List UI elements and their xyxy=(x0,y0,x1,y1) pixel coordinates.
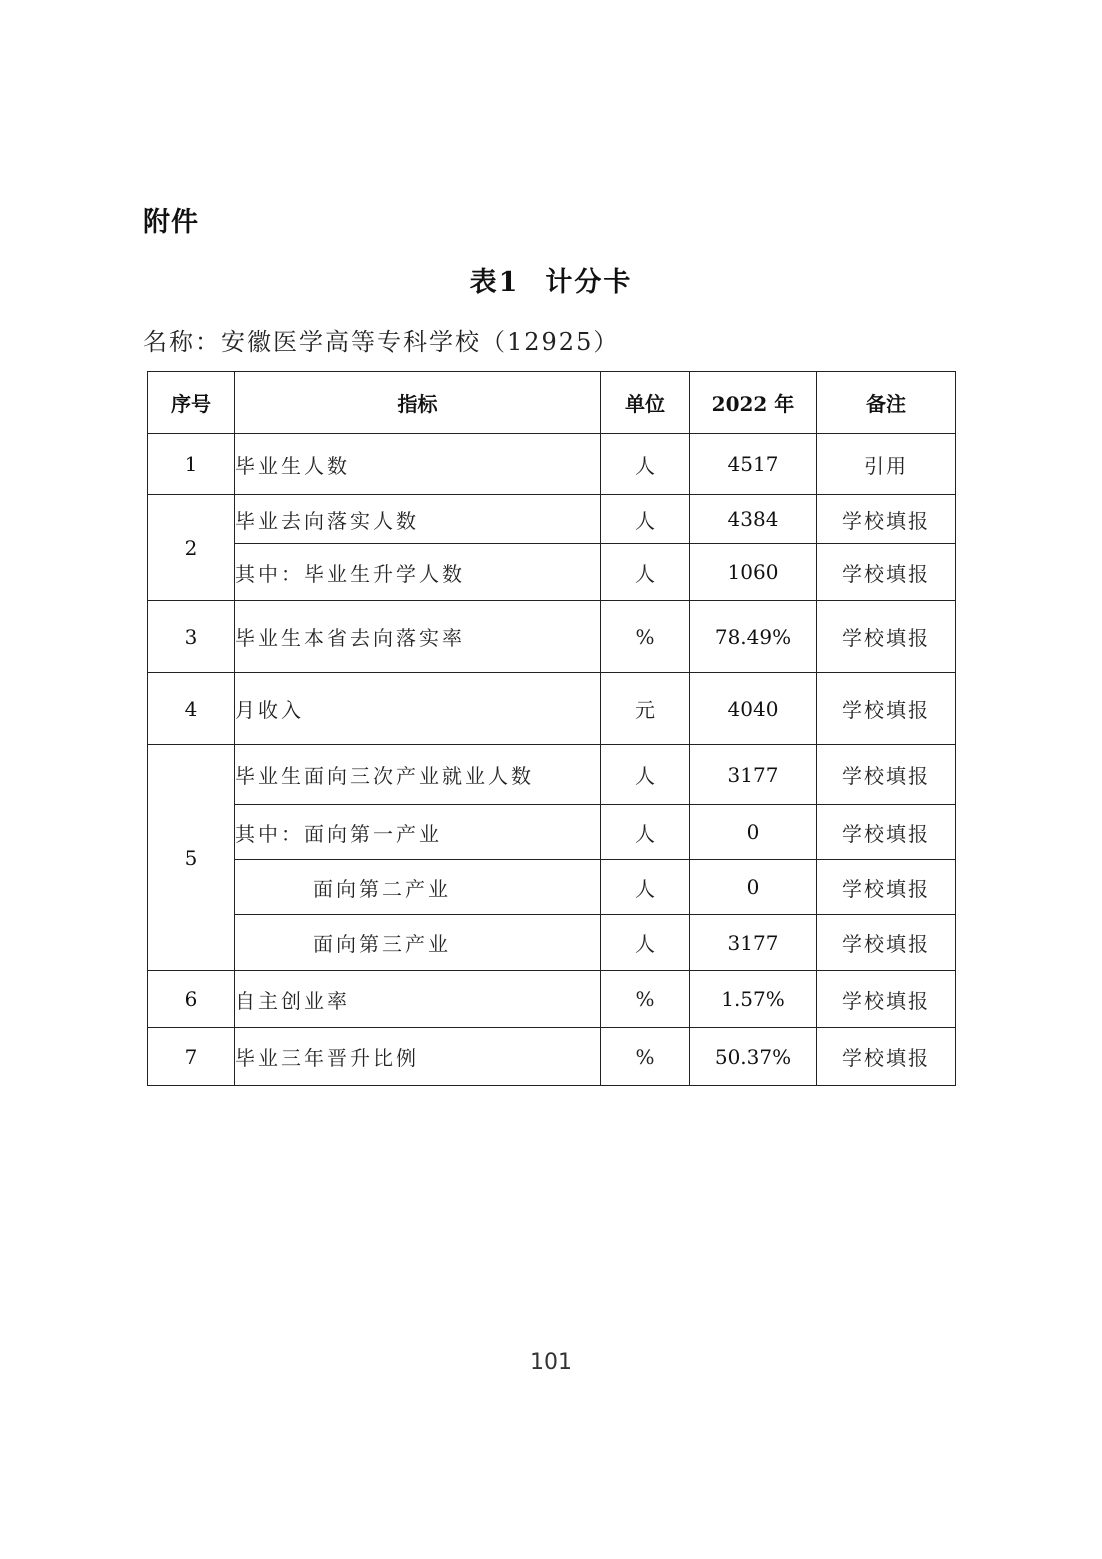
note-cell: 学校填报 xyxy=(817,805,956,860)
indicator-cell: 毕业生本省去向落实率 xyxy=(235,601,601,673)
table-row xyxy=(148,495,956,544)
indicator-cell: 月收入 xyxy=(235,673,601,745)
header-year: 2022 年 xyxy=(690,372,817,434)
table-title xyxy=(0,260,1102,299)
note-cell: 学校填报 xyxy=(817,915,956,971)
unit-cell: 人 xyxy=(601,495,690,544)
seq-cell: 4 xyxy=(148,673,235,745)
seq-cell: 1 xyxy=(148,434,235,495)
value-cell: 4040 xyxy=(690,673,817,745)
annex-label: 附件 xyxy=(143,207,199,238)
table-row xyxy=(148,860,956,915)
table-row xyxy=(148,915,956,971)
unit-cell: 人 xyxy=(601,805,690,860)
seq-cell: 2 xyxy=(148,495,235,601)
note-cell: 学校填报 xyxy=(817,971,956,1028)
table-row xyxy=(148,745,956,805)
indicator-cell: 自主创业率 xyxy=(235,971,601,1028)
seq-cell: 5 xyxy=(148,745,235,971)
table-number: 表1 xyxy=(469,267,520,298)
value-cell: 50.37% xyxy=(690,1028,817,1086)
school-name-line: 名称：安徽医学高等专科学校（12925） xyxy=(143,328,620,356)
seq-cell: 6 xyxy=(148,971,235,1028)
indicator-cell: 毕业生人数 xyxy=(235,434,601,495)
header-indicator: 指标 xyxy=(235,372,601,434)
header-unit: 单位 xyxy=(601,372,690,434)
seq-cell: 3 xyxy=(148,601,235,673)
table-row xyxy=(148,971,956,1028)
value-cell: 0 xyxy=(690,805,817,860)
value-cell: 4517 xyxy=(690,434,817,495)
table-row xyxy=(148,1028,956,1086)
note-cell: 学校填报 xyxy=(817,1028,956,1086)
page-number: 101 xyxy=(530,1350,572,1375)
table-header-row xyxy=(148,372,956,434)
seq-cell: 7 xyxy=(148,1028,235,1086)
note-cell: 学校填报 xyxy=(817,601,956,673)
unit-cell: 人 xyxy=(601,915,690,971)
table-row xyxy=(148,434,956,495)
value-cell: 3177 xyxy=(690,745,817,805)
header-note: 备注 xyxy=(817,372,956,434)
unit-cell: 人 xyxy=(601,745,690,805)
unit-cell: 人 xyxy=(601,860,690,915)
indicator-cell: 其中：面向第一产业 xyxy=(235,805,601,860)
unit-cell: 人 xyxy=(601,434,690,495)
unit-cell: 人 xyxy=(601,544,690,601)
indicator-cell: 其中：毕业生升学人数 xyxy=(235,544,601,601)
table-row xyxy=(148,601,956,673)
indicator-cell: 面向第二产业 xyxy=(235,860,601,915)
value-cell: 78.49% xyxy=(690,601,817,673)
note-cell: 学校填报 xyxy=(817,745,956,805)
indicator-cell: 面向第三产业 xyxy=(235,915,601,971)
table-row xyxy=(148,673,956,745)
table-name: 计分卡 xyxy=(545,267,633,298)
indicator-cell: 毕业生面向三次产业就业人数 xyxy=(235,745,601,805)
note-cell: 学校填报 xyxy=(817,495,956,544)
value-cell: 3177 xyxy=(690,915,817,971)
unit-cell: 元 xyxy=(601,673,690,745)
unit-cell: % xyxy=(601,971,690,1028)
score-card-table xyxy=(147,371,956,1086)
value-cell: 1060 xyxy=(690,544,817,601)
note-cell: 学校填报 xyxy=(817,673,956,745)
note-cell: 学校填报 xyxy=(817,860,956,915)
value-cell: 4384 xyxy=(690,495,817,544)
table-row xyxy=(148,805,956,860)
note-cell: 引用 xyxy=(817,434,956,495)
indicator-cell: 毕业三年晋升比例 xyxy=(235,1028,601,1086)
unit-cell: % xyxy=(601,601,690,673)
table-row xyxy=(148,544,956,601)
indicator-cell: 毕业去向落实人数 xyxy=(235,495,601,544)
unit-cell: % xyxy=(601,1028,690,1086)
value-cell: 0 xyxy=(690,860,817,915)
value-cell: 1.57% xyxy=(690,971,817,1028)
header-seq: 序号 xyxy=(148,372,235,434)
note-cell: 学校填报 xyxy=(817,544,956,601)
